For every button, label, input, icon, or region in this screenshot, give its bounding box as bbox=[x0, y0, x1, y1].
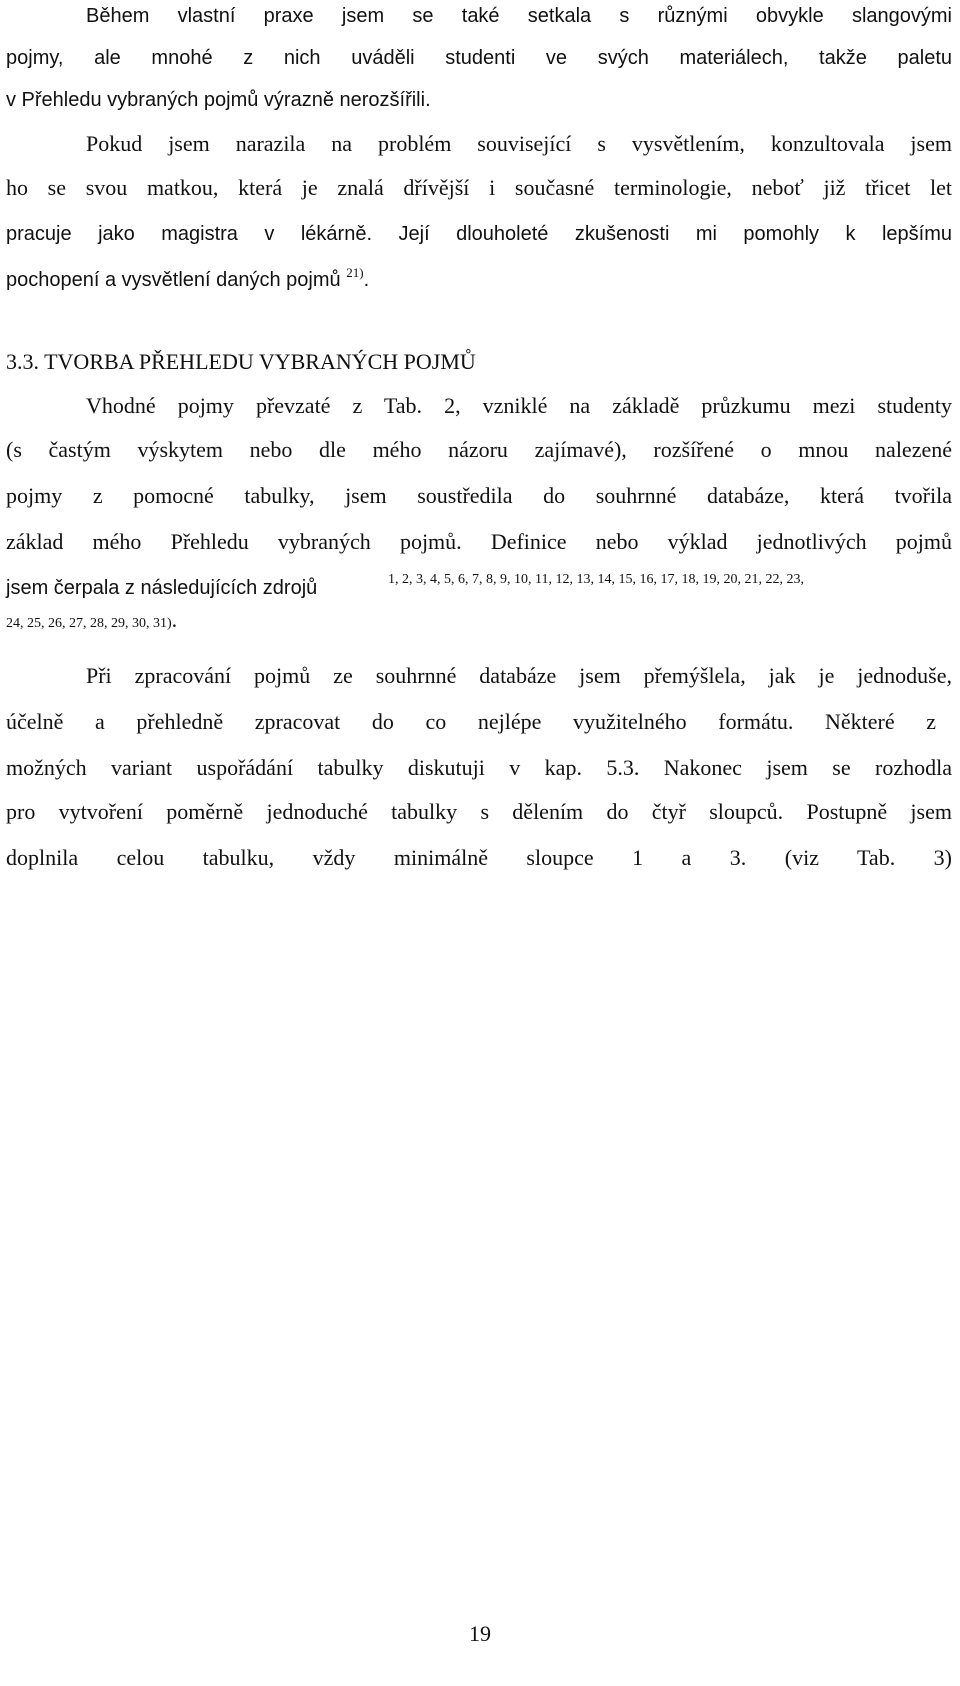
paragraph-1-line-3: v Přehledu vybraných pojmů výrazně nerozšířili. bbox=[6, 89, 431, 111]
paragraph-2-line-2: ho se svou matkou, která je znalá dřívější i současné terminologie, neboť již třicet let bbox=[6, 175, 952, 200]
paragraph-3-line-4 bbox=[6, 528, 952, 556]
citation-21: 21) bbox=[346, 265, 364, 280]
paragraph-3-line-1: Vhodné pojmy převzaté z Tab. 2, vzniklé na základě průzkumu mezi studenty bbox=[86, 393, 952, 418]
paragraph-2-line-4-text: pochopení a vysvětlení daných pojmů bbox=[6, 269, 341, 291]
paragraph-2-line-4 bbox=[6, 266, 952, 294]
paragraph-2-line-3b: Její dlouholeté zkušenosti mi pomohly k lepšímu bbox=[398, 223, 953, 245]
paragraph-3-line-4b: Definice nebo výklad jednotlivých pojmů bbox=[490, 529, 953, 554]
paragraph-1-line-2: pojmy, ale mnohé z nich uváděli studenti ve svých materiálech, takže paletu bbox=[6, 47, 952, 69]
paragraph-4-line-2: účelně a přehledně zpracovat do co nejlépe využitelného formátu. Některé z bbox=[6, 709, 936, 734]
citation-list-part-2-text: 24, 25, 26, 27, 28, 29, 30, 31) bbox=[6, 616, 172, 631]
paragraph-2-line-3a: pracuje jako magistra v lékárně. bbox=[6, 223, 373, 245]
citation-list-part-2 bbox=[6, 607, 178, 634]
paragraph-3-line-3: pojmy z pomocné tabulky, jsem soustředila do souhrnné databáze, která tvořila bbox=[6, 483, 952, 508]
paragraph-4-line-4: pro vytvoření poměrně jednoduché tabulky s dělením do čtyř sloupců. Postupně jsem bbox=[6, 799, 952, 824]
paragraph-3-end: . bbox=[171, 607, 178, 632]
section-heading: 3.3. TVORBA PŘEHLEDU VYBRANÝCH POJMŮ bbox=[6, 349, 476, 374]
paragraph-2-end: . bbox=[363, 269, 370, 291]
paragraph-3-line-4a: základ mého Přehledu vybraných pojmů. bbox=[6, 529, 462, 554]
paragraph-2-line-3 bbox=[6, 220, 952, 248]
paragraph-2-line-1: Pokud jsem narazila na problém související s vysvětlením, konzultovala jsem bbox=[86, 131, 952, 156]
paragraph-4-line-5: doplnila celou tabulku, vždy minimálně sloupce 1 a 3. (viz Tab. 3) bbox=[6, 845, 952, 870]
page-number: 19 bbox=[469, 1621, 491, 1646]
paragraph-3-line-2: (s častým výskytem nebo dle mého názoru zajímavé), rozšířené o mnou nalezené bbox=[6, 437, 952, 462]
paragraph-4-line-3: možných variant uspořádání tabulky diskutuji v kap. 5.3. Nakonec jsem se rozhodla bbox=[6, 755, 952, 780]
paragraph-3-line-5-text: jsem čerpala z následujících zdrojů bbox=[6, 577, 318, 599]
citation-list-part-1: 1, 2, 3, 4, 5, 6, 7, 8, 9, 10, 11, 12, 13, 14, 15, 16, 17, 18, 19, 20, 21, 22, 23, bbox=[388, 572, 804, 587]
paragraph-1-line-1: Během vlastní praxe jsem se také setkala s různými obvykle slangovými bbox=[86, 5, 952, 27]
paragraph-4-line-1: Při zpracování pojmů ze souhrnné databáze jsem přemýšlela, jak je jednoduše, bbox=[86, 663, 952, 688]
